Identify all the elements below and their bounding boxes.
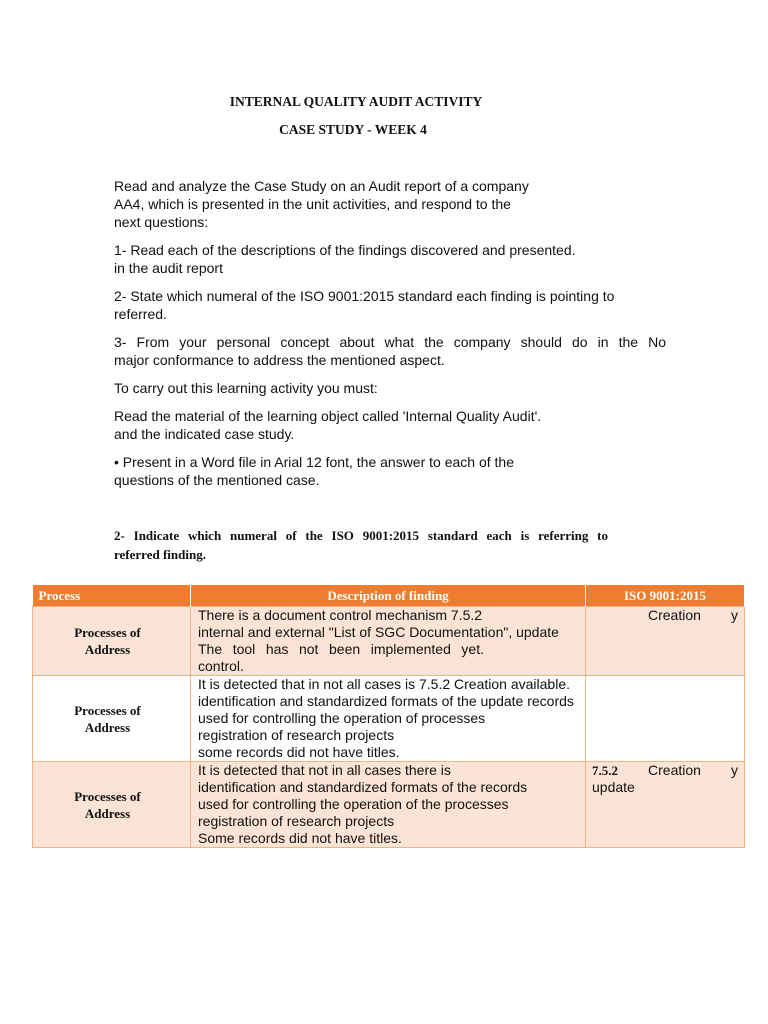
process-cell (33, 607, 191, 676)
description-line: used for controlling the operation of the processes (198, 796, 509, 812)
process-name: Processes of (74, 702, 141, 718)
intro-paragraph (114, 177, 666, 231)
description-line: registration of research projects (198, 727, 395, 743)
description-line: It is detected that not in all cases there is (198, 762, 451, 778)
intro-line: Read and analyze the Case Study on an Audit report of a company (114, 178, 529, 194)
carry-out-line: To carry out this learning activity you must: (114, 380, 378, 396)
present-line: • Present in a Word file in Arial 12 font, the answer to each of the (114, 454, 514, 470)
material-line: and the indicated case study. (114, 426, 295, 442)
iso-numeral: 7.5.2 (592, 763, 618, 778)
header-iso: ISO 9001:2015 (586, 585, 745, 607)
findings-table (32, 585, 745, 848)
present-line: questions of the mentioned case. (114, 472, 320, 488)
table-row (33, 607, 745, 676)
description-cell (191, 762, 586, 848)
document-title: INTERNAL QUALITY AUDIT ACTIVITY (229, 94, 483, 109)
material-paragraph (114, 407, 666, 443)
header-process: Process (33, 585, 191, 607)
process-cell (33, 676, 191, 762)
iso-word: Creation (648, 762, 701, 778)
description-line: There is a document control mechanism 7.5.2 (198, 607, 483, 623)
description-line: control. (198, 658, 244, 674)
question-1-line: in the audit report (114, 260, 223, 276)
description-line: Some records did not have titles. (198, 830, 402, 846)
description-line: internal and external "List of SGC Documentation", update (198, 624, 559, 640)
question-3-line: 3- From your personal concept about what the company should do in the No (114, 334, 666, 350)
iso-y: y (731, 607, 738, 623)
intro-line: next questions: (114, 214, 209, 230)
question-1 (114, 241, 666, 277)
question-1-line: 1- Read each of the descriptions of the findings discovered and presented. (114, 242, 576, 258)
document-subtitle: CASE STUDY - WEEK 4 (279, 122, 427, 137)
process-cell (33, 762, 191, 848)
question-3-line: major conformance to address the mentioned aspect. (114, 352, 445, 368)
process-name: Processes of (74, 625, 141, 640)
process-name: Processes of (74, 788, 141, 804)
question-2 (114, 287, 666, 323)
section-2-heading (114, 526, 608, 564)
iso-cell (586, 607, 745, 676)
iso-word: Creation (648, 607, 701, 623)
intro-line: AA4, which is presented in the unit activities, and respond to the (114, 196, 511, 212)
table-header-row (33, 585, 745, 607)
iso-cell (586, 762, 745, 848)
description-line: registration of research projects (198, 813, 395, 829)
description-cell (191, 607, 586, 676)
section-2-heading-line: referred finding. (114, 547, 206, 562)
material-line: Read the material of the learning object called 'Internal Quality Audit'. (114, 408, 542, 424)
description-line: It is detected that in not all cases is 7.5.2 Creation available. (198, 676, 570, 692)
question-2-line: referred. (114, 306, 167, 322)
description-line: some records did not have titles. (198, 744, 400, 760)
description-cell (191, 676, 586, 762)
table-row (33, 676, 745, 762)
table-row (33, 762, 745, 848)
process-name: Address (84, 805, 131, 821)
iso-y: y (730, 762, 738, 778)
header-description: Description of finding (191, 585, 586, 607)
description-line: used for controlling the operation of processes (198, 710, 486, 726)
description-line: identification and standardized formats of the records (198, 779, 528, 795)
process-name: Address (84, 719, 131, 735)
question-3 (114, 333, 666, 369)
iso-update: update (592, 779, 635, 795)
description-line: identification and standardized formats of the update records (198, 693, 574, 709)
iso-cell (586, 676, 745, 762)
description-line: The tool has not been implemented yet. (198, 641, 484, 657)
carry-out-text (114, 379, 666, 397)
process-name: Address (84, 642, 131, 657)
question-2-line: 2- State which numeral of the ISO 9001:2015 standard each finding is pointing to (114, 288, 615, 304)
section-2-heading-line: 2- Indicate which numeral of the ISO 9001:2015 standard each is referring to (114, 528, 608, 543)
present-paragraph (114, 453, 666, 489)
